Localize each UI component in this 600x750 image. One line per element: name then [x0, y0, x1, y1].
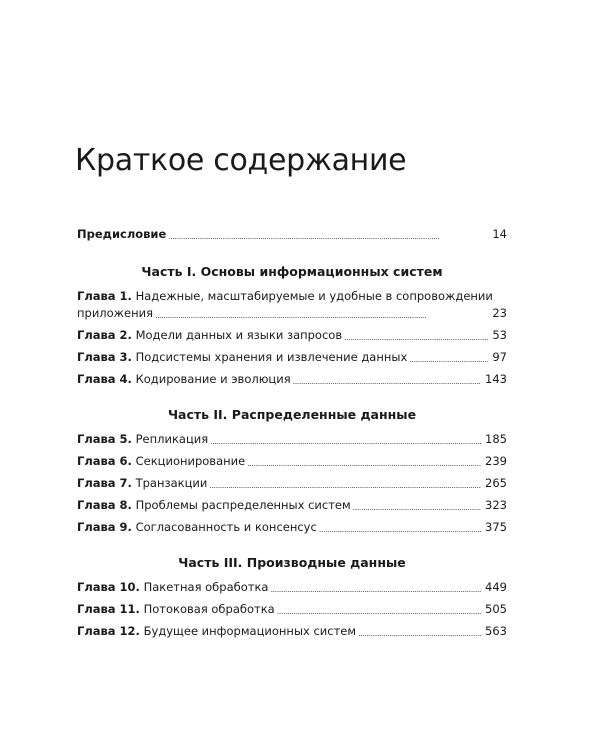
- chapter-number: Глава 6.: [77, 454, 132, 468]
- table-of-contents: [77, 226, 507, 640]
- toc-entry-page: 449: [485, 580, 507, 594]
- chapter-title: Секционирование: [135, 454, 246, 468]
- chapter-number: Глава 11.: [77, 602, 140, 616]
- toc-entry-page: 239: [485, 454, 507, 468]
- toc-entry-page: 185: [485, 432, 507, 446]
- dot-leader: [270, 584, 481, 596]
- chapter-title-line1: Надежные, масштабируемые и удобные в сопровождении: [135, 289, 493, 303]
- dot-leader: [210, 436, 481, 448]
- toc-entry-page: 143: [485, 372, 507, 386]
- dot-leader: [409, 354, 488, 366]
- toc-entry-chapter-3[interactable]: [77, 349, 507, 366]
- chapter-title-line2: приложения: [77, 306, 154, 320]
- toc-entry-chapter-2[interactable]: [77, 327, 507, 344]
- chapter-number: Глава 8.: [77, 498, 132, 512]
- dot-leader: [293, 376, 481, 388]
- dot-leader: [168, 231, 488, 243]
- toc-entry-chapter-6[interactable]: [77, 453, 507, 470]
- chapter-number: Глава 4.: [77, 372, 132, 386]
- dot-leader: [353, 502, 481, 514]
- chapter-title: Транзакции: [135, 476, 208, 490]
- toc-entry-page: 375: [485, 520, 507, 534]
- dot-leader: [247, 458, 481, 470]
- chapter-title: Подсистемы хранения и извлечение данных: [135, 350, 408, 364]
- toc-entry-label: Предисловие: [77, 227, 167, 241]
- part-heading-2: Часть II. Распределенные данные: [167, 407, 417, 422]
- toc-entry-page: 23: [492, 306, 507, 320]
- dot-leader: [155, 310, 488, 322]
- toc-entry-chapter-7[interactable]: [77, 475, 507, 492]
- chapter-title: Будущее информационных систем: [143, 624, 357, 638]
- toc-entry-chapter-11[interactable]: [77, 601, 507, 618]
- chapter-number: Глава 1.: [77, 289, 132, 303]
- part-heading-3: Часть III. Производные данные: [178, 555, 406, 570]
- dot-leader: [319, 524, 481, 536]
- toc-entry-chapter-12[interactable]: [77, 623, 507, 640]
- toc-entry-chapter-5[interactable]: [77, 431, 507, 448]
- chapter-number: Глава 7.: [77, 476, 132, 490]
- chapter-title: Согласованность и консенсус: [135, 520, 317, 534]
- page-title: Краткое содержание: [75, 143, 407, 178]
- toc-entry-chapter-4[interactable]: [77, 371, 507, 388]
- dot-leader: [209, 480, 481, 492]
- chapter-number: Глава 12.: [77, 624, 140, 638]
- part-heading-1: Часть I. Основы информационных систем: [141, 264, 443, 279]
- toc-entry-page: 323: [485, 498, 507, 512]
- chapter-title: Потоковая обработка: [143, 602, 275, 616]
- chapter-title: Кодирование и эволюция: [135, 372, 291, 386]
- toc-entry-preface[interactable]: [77, 226, 507, 243]
- chapter-title: Модели данных и языки запросов: [135, 328, 343, 342]
- chapter-number: Глава 10.: [77, 580, 140, 594]
- dot-leader: [277, 606, 481, 618]
- toc-entry-page: 53: [492, 328, 507, 342]
- chapter-title: Проблемы распределенных систем: [135, 498, 351, 512]
- toc-entry-chapter-9[interactable]: [77, 519, 507, 536]
- chapter-number: Глава 5.: [77, 432, 132, 446]
- toc-entry-page: 97: [492, 350, 507, 364]
- toc-entry-page: 505: [485, 602, 507, 616]
- toc-entry-page: 265: [485, 476, 507, 490]
- chapter-number: Глава 3.: [77, 350, 132, 364]
- chapter-number: Глава 9.: [77, 520, 132, 534]
- dot-leader: [358, 628, 481, 640]
- chapter-title: Пакетная обработка: [143, 580, 269, 594]
- toc-entry-chapter-1[interactable]: [77, 288, 507, 322]
- toc-entry-chapter-10[interactable]: [77, 579, 507, 596]
- toc-entry-chapter-8[interactable]: [77, 497, 507, 514]
- dot-leader: [344, 332, 488, 344]
- chapter-title: Репликация: [135, 432, 209, 446]
- toc-entry-page: 563: [485, 624, 507, 638]
- chapter-number: Глава 2.: [77, 328, 132, 342]
- toc-entry-page: 14: [492, 227, 507, 241]
